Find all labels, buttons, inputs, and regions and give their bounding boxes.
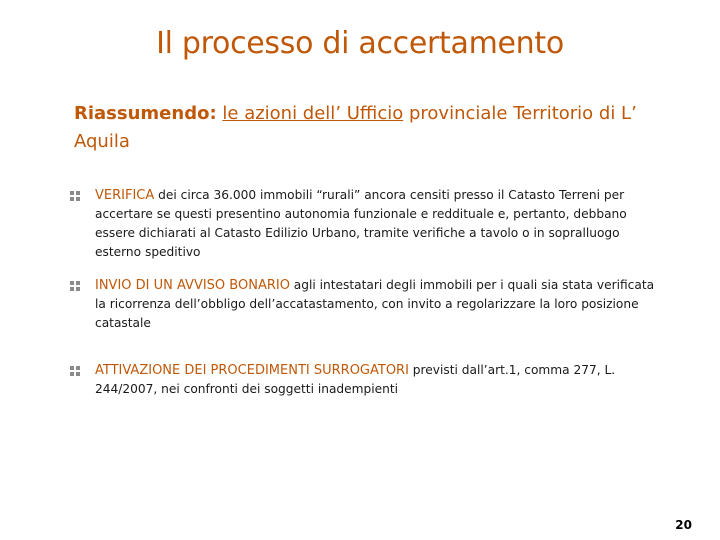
bullet-item: [70, 276, 655, 333]
bullet-item: [70, 186, 655, 262]
grid-square-icon: [70, 366, 80, 376]
subtitle-rest: provinciale Territorio di L’ Aquila: [74, 103, 637, 152]
subtitle-link[interactable]: le azioni dell’ Ufficio: [222, 103, 404, 124]
bullet-keyword: INVIO DI UN AVVISO BONARIO: [95, 278, 290, 293]
slide-title: Il processo di accertamento: [156, 26, 564, 61]
bullet-body: previsti dall’art.1, comma 277, L. 244/2007, nei confronti dei soggetti inadempienti: [95, 363, 616, 396]
grid-square-icon: [70, 191, 80, 201]
bullet-text: [95, 186, 655, 262]
bullet-body: dei circa 36.000 immobili “rurali” ancora censiti presso il Catasto Terreni per accertare se questi presentino autonomia funzionale e reddituale e, pertanto, debbano essere dichiarati al Catasto Edilizio Urbano, tramite verifiche a tavolo o in sopralluogo esterno speditivo: [95, 188, 627, 259]
bullet-text: [95, 361, 655, 399]
bullet-keyword: VERIFICA: [95, 188, 155, 203]
slide-subtitle: [74, 100, 694, 156]
bullet-text: [95, 276, 655, 333]
page-number: 20: [675, 518, 692, 532]
bullet-list: [70, 186, 655, 418]
grid-square-icon: [70, 281, 80, 291]
subtitle-lead: Riassumendo:: [74, 103, 217, 124]
bullet-body: agli intestatari degli immobili per i quali sia stata verificata la ricorrenza dell’obbligo dell’accatastamento, con invito a regolarizzare la loro posizione catastale: [95, 278, 655, 330]
bullet-item: [70, 361, 655, 399]
bullet-keyword: ATTIVAZIONE DEI PROCEDIMENTI SURROGATORI: [95, 363, 409, 378]
